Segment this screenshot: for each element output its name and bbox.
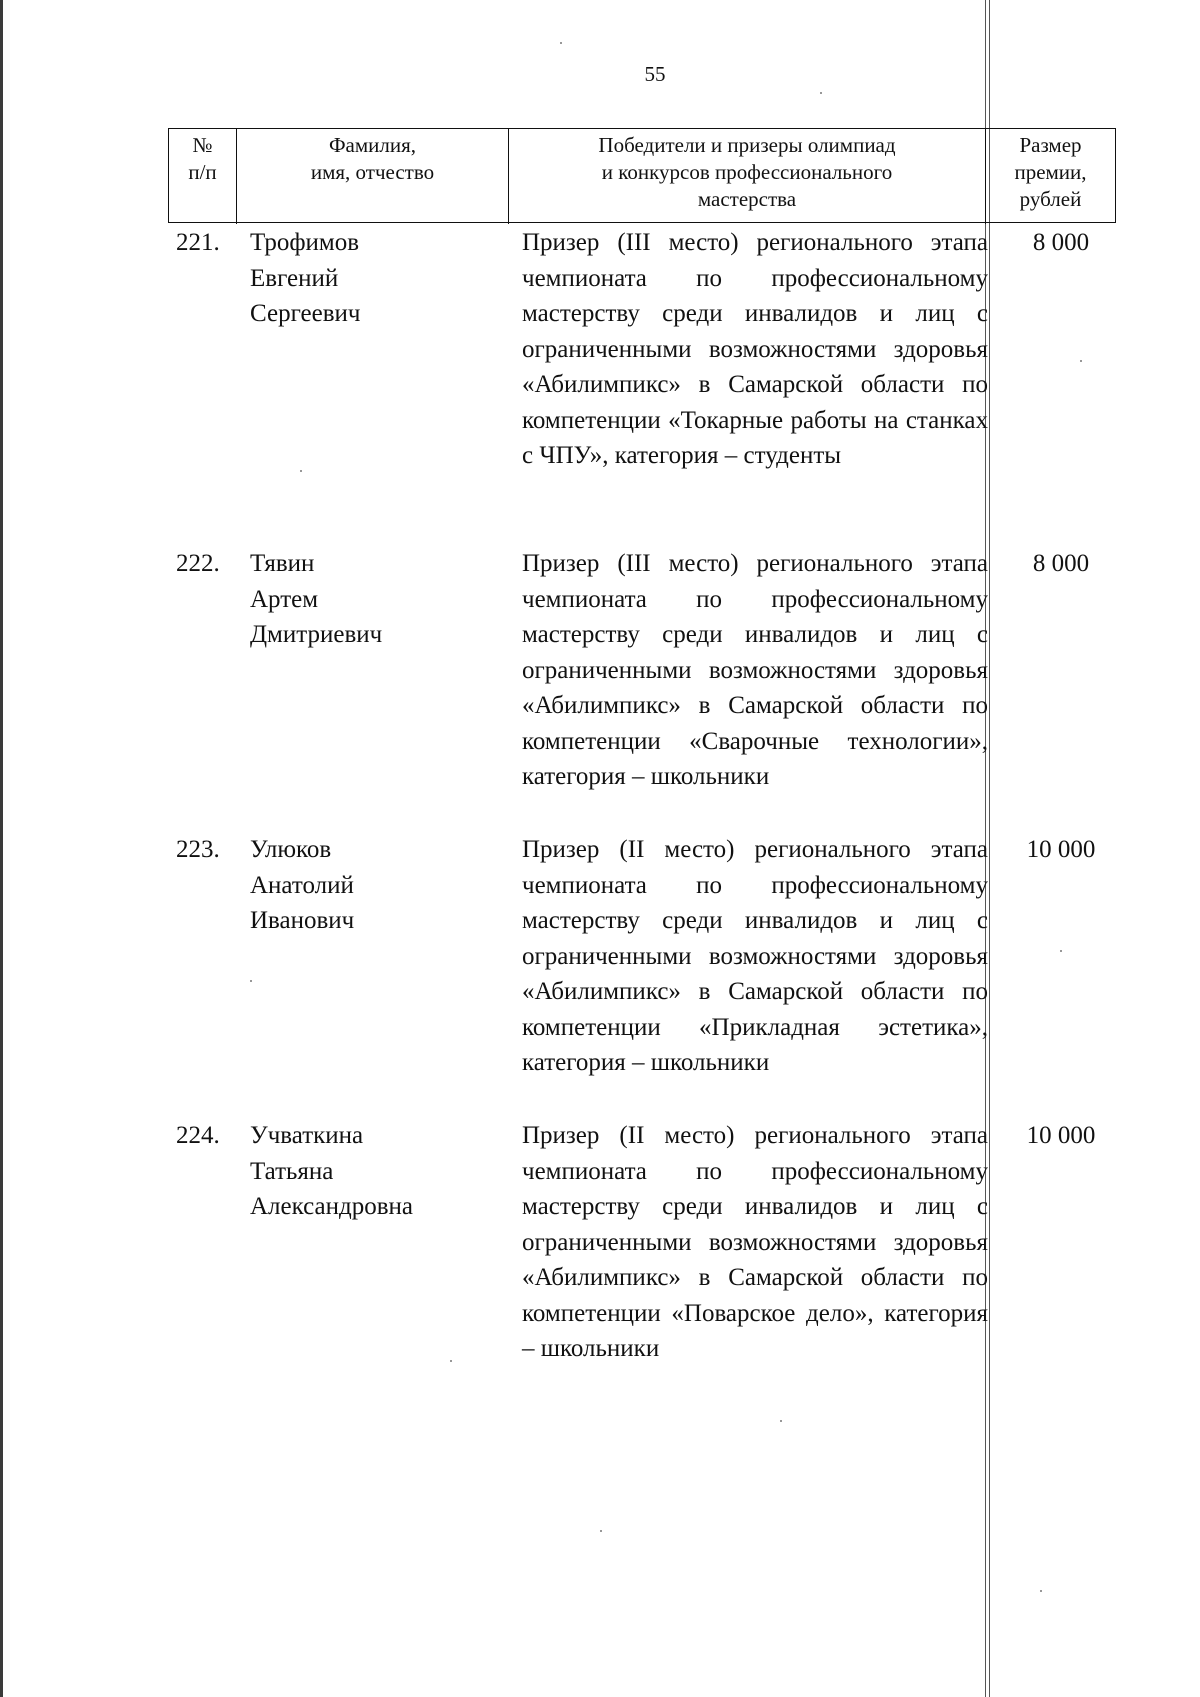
row-number: 223. [176, 836, 220, 863]
scan-speck [1040, 1590, 1042, 1592]
patronymic: Иванович [250, 907, 355, 934]
header-amount: Размер премии, рублей [1014, 133, 1087, 211]
row-number: 224. [176, 1122, 220, 1149]
scan-speck [1080, 360, 1082, 362]
row-description: Призер (II место) регионального этапа чемпионата по профессиональному мастерству среди инвалидов и лиц с ограниченными возможностями здоровья «Абилимпикс» в Самарской области по компетенции «Поварское дело», категория – школьники [522, 1122, 988, 1362]
page-number: 55 [644, 62, 666, 86]
header-number: № п/п [169, 129, 237, 224]
first-name: Евгений [250, 264, 339, 292]
scan-speck [560, 42, 562, 44]
first-name: Анатолий [250, 871, 354, 899]
surname: Трофимов [250, 229, 360, 256]
row-name [250, 225, 510, 332]
scan-speck [820, 92, 822, 94]
row-amount: 8 000 [1032, 229, 1090, 256]
scan-speck [600, 1530, 602, 1532]
row-description: Призер (III место) регионального этапа чемпионата по профессиональному мастерству среди инвалидов и лиц с ограниченными возможностями здоровья «Абилимпикс» в Самарской области по компетенции «Токарные работы на станках с ЧПУ», категория – студенты [522, 229, 988, 469]
header-name: Фамилия, имя, отчество [237, 129, 509, 224]
scan-edge-left [0, 0, 3, 1697]
row-name [250, 546, 510, 653]
row-description: Призер (III место) регионального этапа чемпионата по профессиональному мастерству среди инвалидов и лиц с ограниченными возможностями здоровья «Абилимпикс» в Самарской области по компетенции «Сварочные технологии», категория – школьники [522, 550, 988, 790]
scan-line [989, 0, 990, 1697]
row-amount: 8 000 [1032, 550, 1090, 577]
table-header [168, 128, 1116, 223]
surname: Тявин [250, 550, 315, 577]
first-name: Татьяна [250, 1157, 334, 1185]
header-description: Победители и призеры олимпиад и конкурсов профессионального мастерства [509, 129, 986, 224]
surname: Учваткина [250, 1122, 364, 1149]
row-name [250, 1118, 510, 1225]
surname: Улюков [250, 836, 332, 863]
row-number: 221. [176, 229, 220, 256]
row-number: 222. [176, 550, 220, 577]
row-amount: 10 000 [1026, 836, 1096, 863]
patronymic: Александровна [250, 1193, 414, 1220]
row-amount: 10 000 [1026, 1122, 1096, 1149]
patronymic: Дмитриевич [250, 621, 383, 648]
first-name: Артем [250, 585, 319, 613]
scan-speck [300, 470, 302, 472]
scan-speck [1060, 950, 1062, 952]
scan-speck [450, 1360, 452, 1362]
row-description: Призер (II место) регионального этапа чемпионата по профессиональному мастерству среди инвалидов и лиц с ограниченными возможностями здоровья «Абилимпикс» в Самарской области по компетенции «Прикладная эстетика», категория – школьники [522, 836, 988, 1076]
row-name [250, 832, 510, 939]
scan-speck [780, 1420, 782, 1422]
scan-speck [250, 980, 252, 982]
patronymic: Сергеевич [250, 300, 361, 327]
